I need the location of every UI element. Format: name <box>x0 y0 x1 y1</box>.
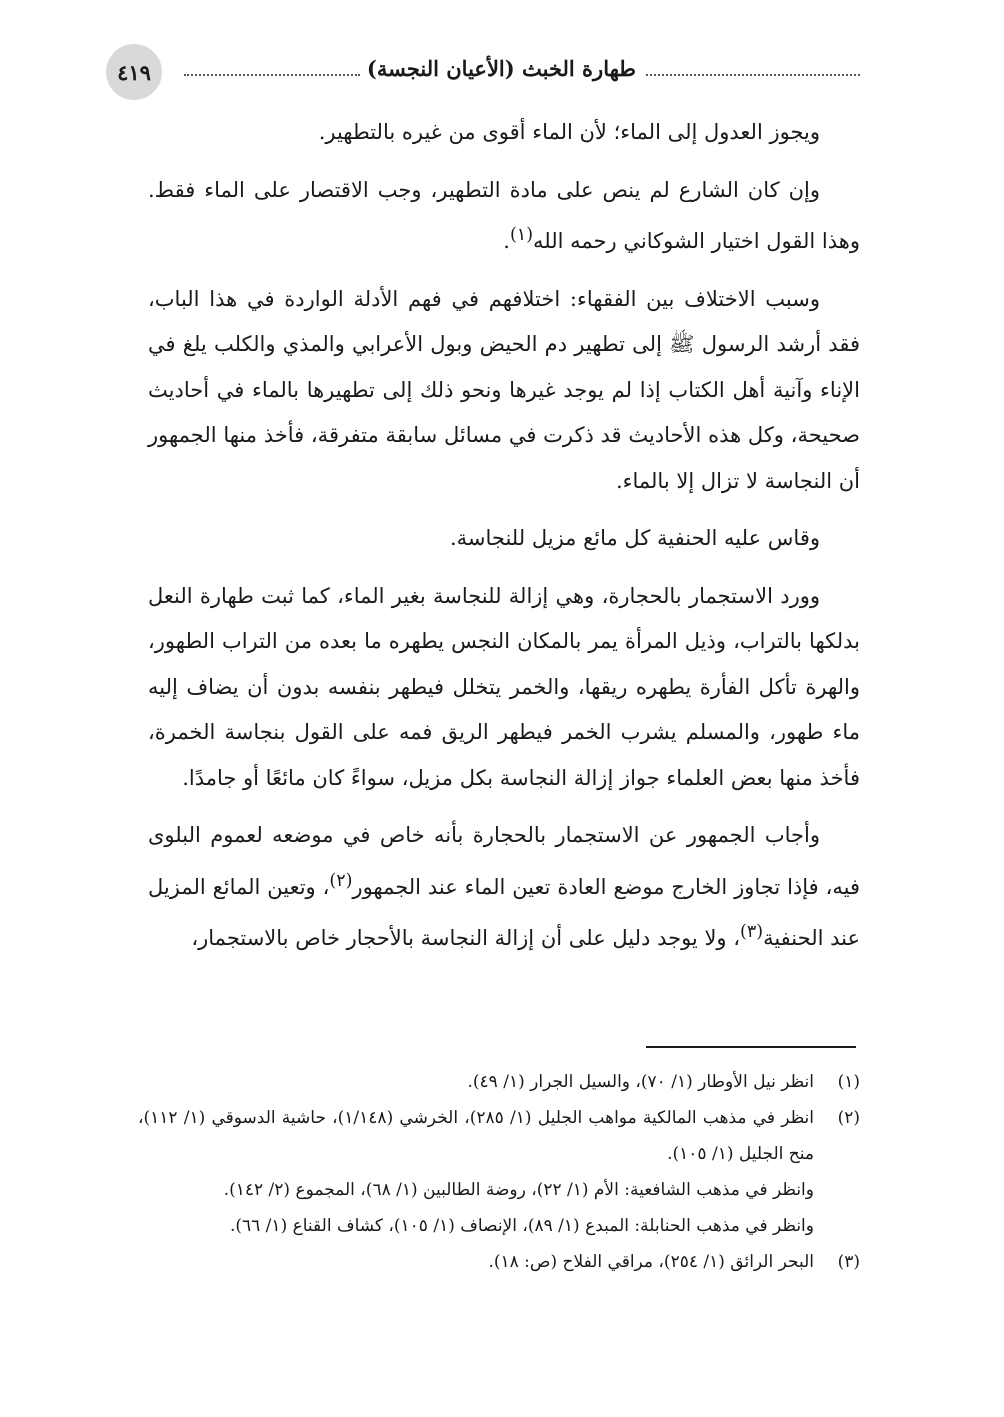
main-text <box>148 110 860 974</box>
paragraph: ويجوز العدول إلى الماء؛ لأن الماء أقوى من غيره بالتطهير. <box>318 120 820 144</box>
paragraph: وورد الاستجمار بالحجارة، وهي إزالة للنجاسة بغير الماء، كما ثبت طهارة النعل بدلكها بالتراب، وذيل المرأة يمر بالمكان النجس يطهره ما بعده من التراب الطهور، والهرة تأكل الفأرة يطهره ريقها، والخمر يتخلل فيطهر بنفسه بدون أن يضاف إليه ماء طهور، والمسلم يشرب الخمر فيطهر الريق فمه على القول بنجاسة الخمرة، فأخذ منها بعض العلماء جواز إزالة النجاسة بكل مزيل، سواءً كان مائعًا أو جامدًا. <box>148 583 860 790</box>
paragraph: وسبب الاختلاف بين الفقهاء: اختلافهم في فهم الأدلة الواردة في هذا الباب، فقد أرشد الرسول ﷺ إلى تطهير دم الحيض وبول الأعرابي والمذي والكلب يلغ في الإناء وآنية أهل الكتاب إذا لم يوجد غيرها ونحو ذلك إلى تطهيرها بالماء في أحاديث صحيحة، وكل هذه الأحاديث قد ذكرت في مسائل سابقة متفرقة، فأخذ منها الجمهور أن النجاسة لا تزال إلا بالماء. <box>148 286 860 493</box>
footnote-separator <box>646 1046 856 1048</box>
footnote <box>138 1064 860 1100</box>
footnote-text: انظر في مذهب المالكية مواهب الجليل (١/ ٢٨٥)، الخرشي (١/١٤٨)، حاشية الدسوقي (١/ ١١٢)، منح الجليل (١/ ١٠٥). <box>138 1108 814 1164</box>
paragraph: وقاس عليه الحنفية كل مائع مزيل للنجاسة. <box>449 526 820 550</box>
footnote-continuation: وانظر في مذهب الحنابلة: المبدع (١/ ٨٩)، الإنصاف (١/ ١٠٥)، كشاف القناع (١/ ٦٦). <box>229 1216 814 1236</box>
footnote-ref: (٢) <box>329 870 353 891</box>
paragraph-end: . <box>503 229 510 253</box>
footnote-continuation: وانظر في مذهب الشافعية: الأم (١/ ٢٢)، روضة الطالبين (١/ ٦٨)، المجموع (٢/ ١٤٢). <box>223 1180 814 1200</box>
footnote-ref: (٣) <box>740 922 764 942</box>
chapter-title: طهارة الخبث (الأعيان النجسة) <box>366 56 636 81</box>
footnote-number: (٢) <box>837 1108 860 1128</box>
header-dotted-leader-right <box>646 74 860 76</box>
paragraph-text: وأجاب الجمهور عن الاستجمار بالحجارة بأنه خاص في موضعه لعموم البلوى فيه، فإذا تجاوز الخارج موضع العادة تعين الماء عند الجمهور <box>148 823 860 899</box>
footnote-text: البحر الرائق (١/ ٢٥٤)، مراقي الفلاح (ص: ١٨). <box>488 1252 814 1272</box>
header-dotted-leader-left <box>184 74 360 76</box>
footnotes <box>138 1064 860 1280</box>
footnote-ref: (١) <box>509 225 534 245</box>
page-number-text: ٤١٩ <box>117 59 151 85</box>
paragraph <box>148 168 860 265</box>
paragraph-text: ، وتعين المائع المزيل عند الحنفية <box>148 874 860 950</box>
footnote-number: (٣) <box>837 1252 860 1272</box>
footnote-number: (١) <box>837 1072 860 1092</box>
footnote <box>138 1100 860 1172</box>
paragraph <box>148 813 860 962</box>
running-header <box>108 44 860 104</box>
paragraph-text: وإن كان الشارع لم ينص على مادة التطهير، وجب الاقتصار على الماء فقط. وهذا القول اختيار الشوكاني رحمه الله <box>148 177 860 253</box>
footnote-text: انظر نيل الأوطار (١/ ٧٠)، والسيل الجرار (١/ ٤٩). <box>467 1072 814 1092</box>
paragraph-text: ، ولا يوجد دليل على أن إزالة النجاسة بالأحجار خاص بالاستجمار، <box>191 926 741 950</box>
page-number <box>106 44 162 100</box>
footnote <box>138 1244 860 1280</box>
